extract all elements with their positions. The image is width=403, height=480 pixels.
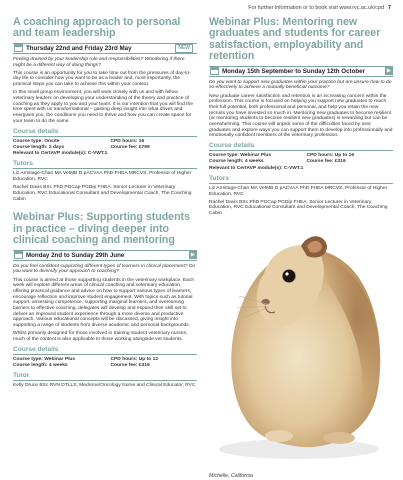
course-paragraph: This course is an opportunity for you to take time out from the pressures of day-to-day life to consider how you want to be as a leader and, most importantly, the practical steps you can take to achieve this within your context. [13,70,191,88]
course-date: Monday 15th September to Sunday 12th October [222,67,366,75]
booking-info: For further information or to book visit www.rvc.ac.uk/cpd [248,5,384,11]
course-paragraph: This course is aimed at those supporting students in the veterinary workplace. Each week will explore different areas of clinical coaching and veterinary education, offering practical guidance and advice on how to support various types of learners, encourage reflection and improve student engagement. With topics such as tutorial support, assessing competence, supporting marginal learners, and overcoming barriers to effective coaching, delegates will develop and expand their skill set to deliver an improved student experience through a more diverse and productive approach. Various educational concepts will be discussed, giving insight into supporting a range of students from diverse academic and personal backgrounds. [13,277,195,329]
course-title: A coaching approach to personal and team leadership [13,16,181,40]
course-date-bar [13,250,197,261]
course-fee: Course fee: £319 [306,159,346,165]
left-column [13,17,197,475]
course-coaching-leadership [13,17,197,202]
course-fee: Course fee: £799 [110,144,150,150]
page-number: 7 [388,5,391,11]
calendar-icon [14,44,23,52]
course-type: Course type: Webinar Plus [209,153,272,159]
photo-caption: Michelle, California [209,473,253,479]
course-type: Course type: Webinar Plus [13,356,76,362]
details-heading: Course details [13,128,197,137]
right-column [209,16,393,217]
course-details [13,139,197,152]
guinea-pig-eye [283,270,296,283]
tutors-heading: Tutors [209,175,393,184]
cpd-hours: CPD hours: Up to 12 [110,356,159,362]
course-details [13,357,197,370]
course-title: Webinar Plus: Supporting students in practice – diving deeper into clinical coaching and mentoring [13,211,190,247]
course-length: Course length: 2 days [13,144,65,150]
course-date-bar [13,43,197,54]
tutor-entry: Rachel Davis BSc PhD PGCap PGDip FHEA, Senior Lecturer in Veterinary Education, RVC Educational Consultant and Developmental Coach, The Coaching Cabin [13,185,192,202]
course-type: Course type: Onsite [13,138,60,144]
course-supporting-students [13,212,197,389]
page-header [248,5,391,11]
guinea-pig-photo [209,184,394,469]
certavp-relevance: Relevant to CertAVP module(s): C-VWT.1 [13,151,108,157]
course-title: Webinar Plus: Mentoring new graduates and students for career satisfaction, employability and retention [209,16,381,63]
certavp-relevance: Relevant to CertAVP module(s): C-VWT.1 [209,165,304,171]
details-heading: Course details [13,346,197,355]
course-date: Thursday 22nd and Friday 23rd May [26,44,132,52]
course-length: Course length: 4 weeks [13,363,68,369]
course-date-bar [209,66,393,77]
tutor-entry: Liz Armitage-Chan MA VetMB D.pACVAA PhD FHEA MRCVS, Professor of Higher Education, RVC [13,171,192,183]
calendar-icon [210,67,219,75]
tutors-heading: Tutors [13,160,197,169]
tutor-entry: Kelly Druce BSc RVN DTLLS, Medicine/Oncology Nurse and Clinical Educator, RVC [13,383,196,389]
course-date: Monday 2nd to Sunday 29th June [26,251,125,259]
webinar-icon: ▶ [190,252,196,259]
course-lead: Feeling drained by your leadership role and responsibilities? Wondering if there might be a different way of doing things? [13,56,185,68]
guinea-pig-rear-paw [323,432,355,444]
guinea-pig-eye-highlight [285,272,288,275]
course-paragraph: In this small group environment, you will work closely with us and with fellow veterinary leaders on developing your understanding of the theory and practice of coaching as they apply to you and your team. It is our intention that you will find the time spent with us transformational – gaining deep insight into what drives and energises you, the conditions you need to thrive and how you can create space for your team to do the same. [13,90,193,124]
course-length: Course length: 4 weeks [209,159,264,165]
webinar-icon: ▶ [386,68,392,75]
tutor-entry: Liz Armitage-Chan MA VetMB D.pACVAA PhD FHEA MRCVS, Professor of Higher Education, RVC [209,186,388,197]
cpd-hours: CPD hours: 16 [110,138,145,144]
calendar-icon [14,251,23,259]
tutor-entry: Rachel Davis BSc PhD PGCap PGDip FHEA, Senior Lecturer in Veterinary Education, RVC Educational Consultant and Developmental Coach, The Coaching Cabin [209,199,388,217]
course-paragraph: New graduate career satisfaction and retention is an increasing concern within the profession. This course is focused on helping you support new graduates to reach their full potential, both professional and personal, and help you retain the new recruits you have invested so much in. Mentoring new graduates to become resilient (or mentoring students to become resilient new graduates) is rewarding but can be overwhelming. This course will unpick some of the difficulties faced by new graduates and explore ways you can support them to develop into professionally and emotionally confident members of the veterinary profession. [209,93,393,139]
course-details [209,153,393,166]
tutor-heading: Tutor [13,372,197,381]
course-lead: Do you feel confident supporting different types of learners in clinical placement? Do you want to diversify your approach to coaching? [13,263,196,275]
guinea-pig-front-paw [265,430,293,442]
course-lead: Do you want to support new graduates within your practice but are unsure how to do so effectively to achieve a mutually beneficial outcome? [209,79,392,91]
course-fee: Course fee: £319 [110,363,150,369]
course-paragraph: Whilst primarily designed for those involved in training student veterinary nurses, much of the content is also applicable to those working alongside vet students. [13,331,188,343]
details-heading: Course details [209,142,393,151]
new-badge: NEW [175,44,193,53]
cpd-hours: CPD hours: Up to 16 [306,153,355,159]
